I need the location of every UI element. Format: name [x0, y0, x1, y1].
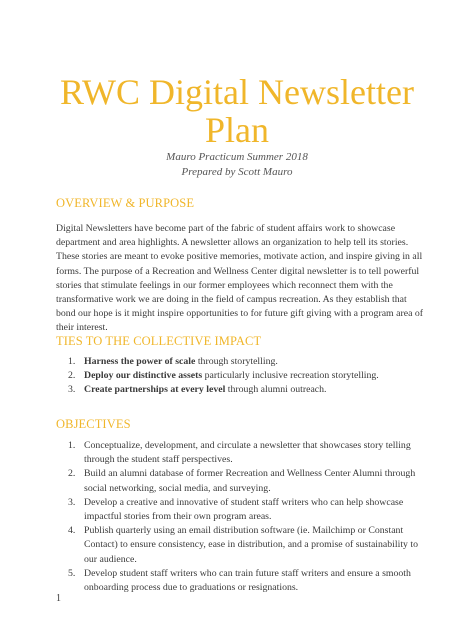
list-item: [56, 567, 424, 595]
list-number: 3.: [68, 384, 76, 396]
list-item: [56, 524, 424, 567]
ties-heading: TIES TO THE COLLECTIVE IMPACT: [56, 334, 262, 348]
list-number: 4.: [68, 525, 76, 537]
overview-heading: OVERVIEW & PURPOSE: [56, 196, 195, 210]
list-item: [56, 467, 424, 495]
overview-paragraph: Digital Newsletters have become part of the fabric of student affairs work to showcase department and area highlights. A newsletter allows an organization to help tell its stories. These stories are meant to evoke positive memories, motivate action, and inspire giving in all forms. The purpose of a Recreation and Wellness Center digital newsletter is to tell powerful stories that stimulate feelings in our former employees which reconnect them with the transformative work we are doing in the field of campus recreation. As they establish that bond our hope is it might inspire opportunities to for future gift giving with a program area of their interest.: [56, 223, 424, 334]
list-item-text: through alumni outreach.: [225, 384, 327, 396]
list-number: 1.: [68, 356, 76, 367]
list-item: [56, 496, 424, 524]
list-number: 1.: [68, 440, 76, 451]
objectives-heading: OBJECTIVES: [56, 417, 131, 431]
document-title-line-2: Plan: [204, 110, 269, 150]
list-number: 2.: [68, 468, 76, 480]
list-number: 5.: [68, 567, 76, 579]
list-item: [56, 369, 424, 383]
list-item-text: particularly inclusive recreation storytelling.: [202, 370, 379, 382]
objectives-list: [56, 439, 424, 595]
list-item: [56, 439, 424, 467]
list-item-bold: Deploy our distinctive assets: [84, 370, 203, 382]
list-item: [56, 383, 424, 397]
list-item-bold: Harness the power of scale: [84, 356, 196, 367]
subtitle-author: Prepared by Scott Mauro: [181, 166, 293, 178]
subtitle-practicum: Mauro Practicum Summer 2018: [166, 151, 308, 163]
document-title-line-1: RWC Digital Newsletter: [60, 72, 414, 112]
list-number: 2.: [68, 370, 76, 382]
list-item-text: Develop student staff writers who can train future staff writers and ensure a smooth onboarding process due to graduations or resignations.: [84, 567, 411, 594]
list-item: [56, 355, 424, 369]
list-item-text: Conceptualize, development, and circulate a newsletter that showcases story telling through the student staff perspectives.: [84, 440, 411, 466]
list-item-bold: Create partnerships at every level: [84, 384, 226, 396]
page-number: 1: [56, 593, 61, 604]
list-number: 3.: [68, 496, 76, 508]
ties-list: [56, 355, 424, 398]
list-item-text: Build an alumni database of former Recreation and Wellness Center Alumni through social networking, social media, and surveying.: [84, 468, 416, 494]
list-item-text: through storytelling.: [195, 356, 278, 367]
list-item-text: Publish quarterly using an email distribution software (ie. Mailchimp or Constant Contact) to ensure consistency, ease in distribution, and a promise of sustainability to our audience.: [84, 525, 419, 565]
list-item-text: Develop a creative and innovative of student staff writers who can help showcase impactful stories from their own program areas.: [84, 496, 404, 523]
